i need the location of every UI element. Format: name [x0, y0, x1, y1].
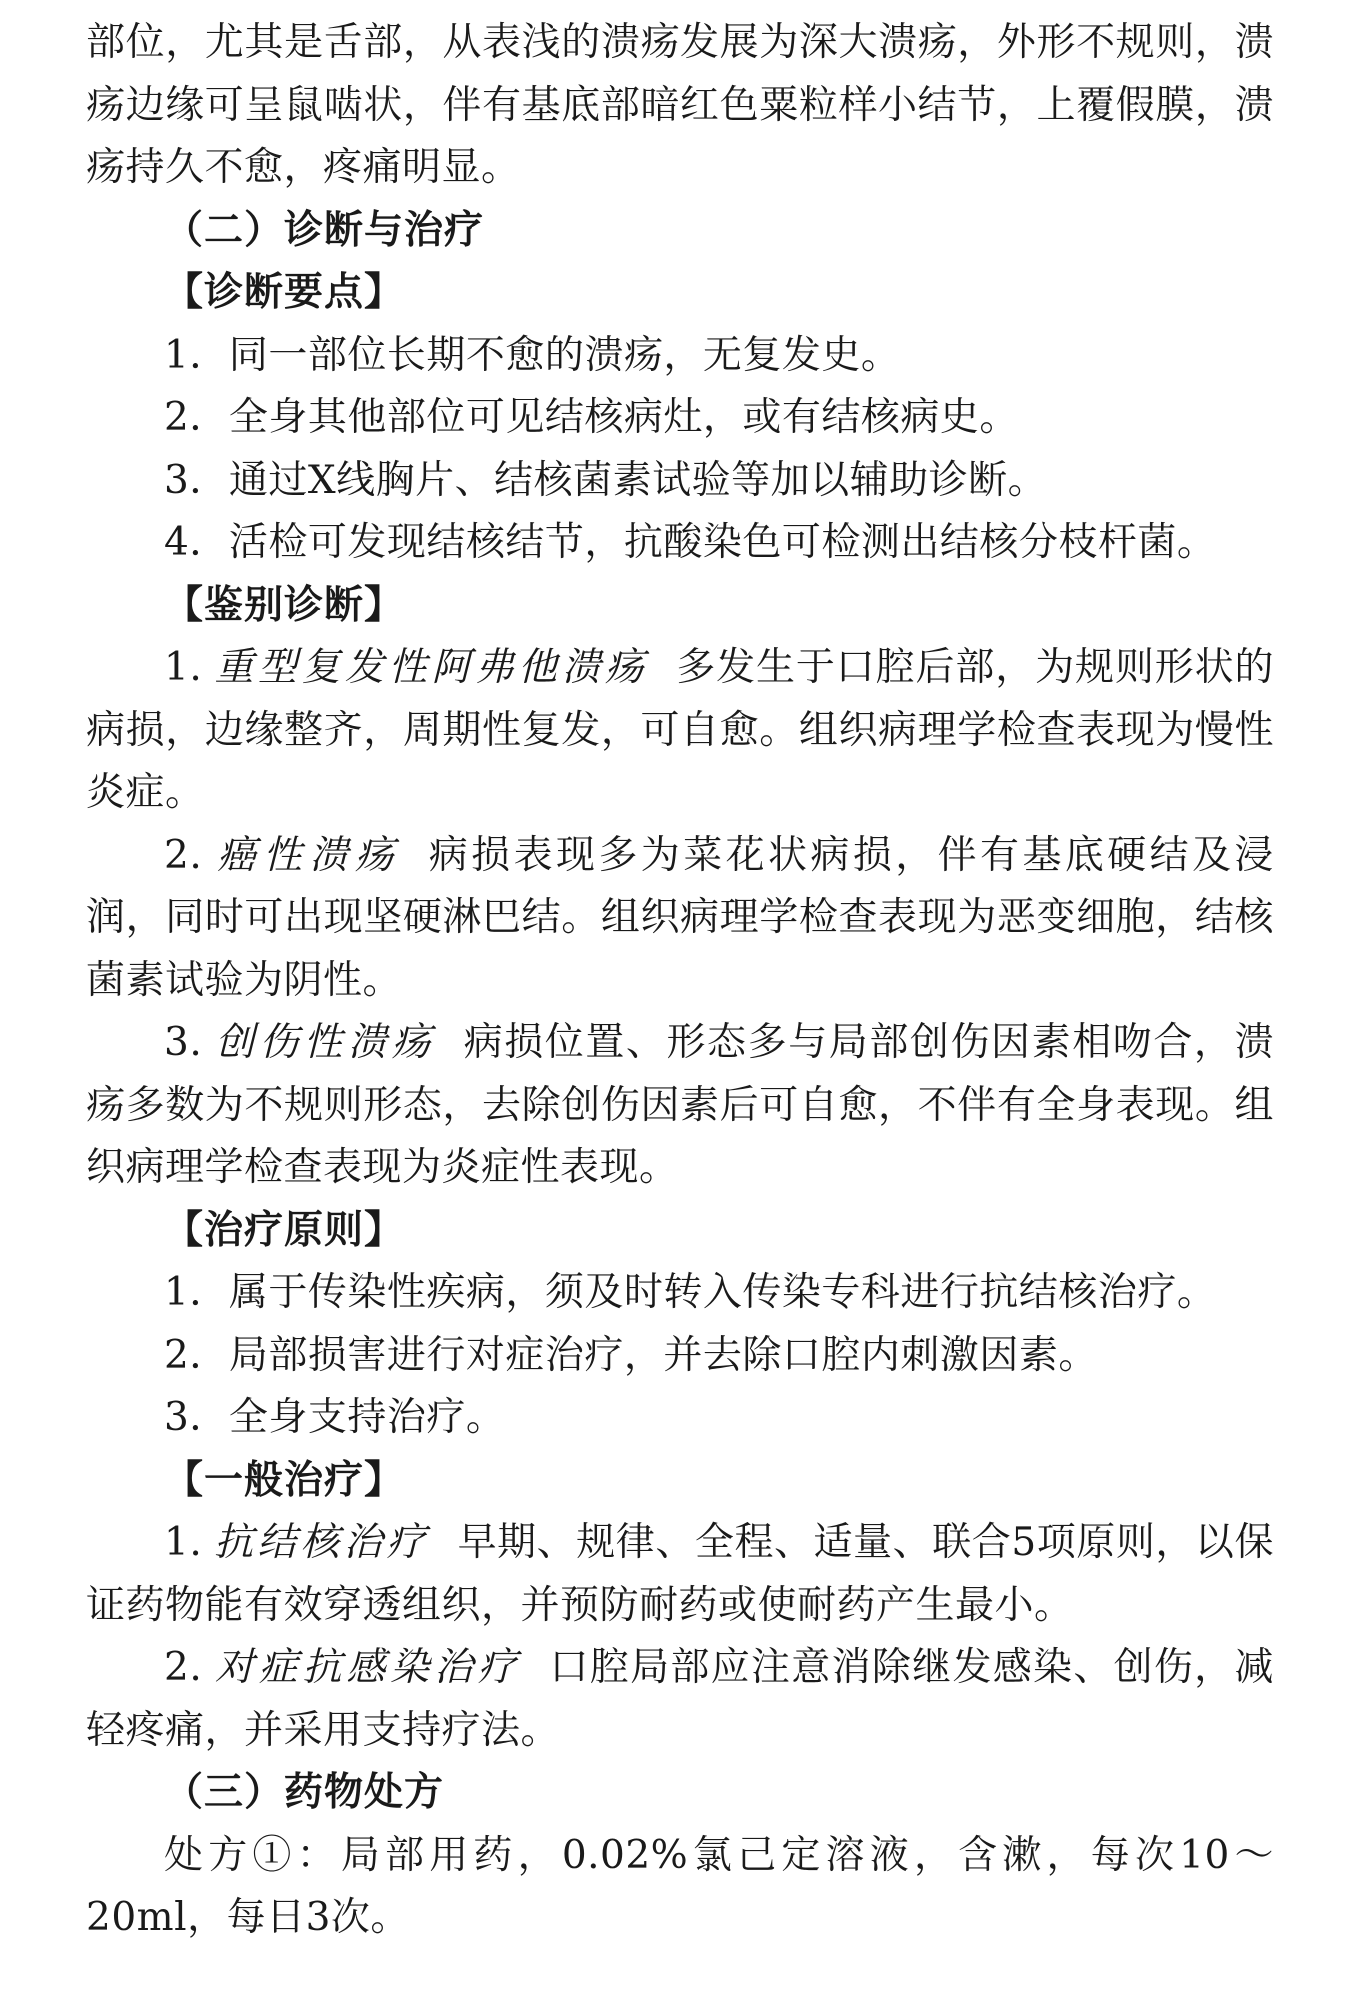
principle-item-3: 3．全身支持治疗。: [164, 1395, 506, 1440]
differential-item-3: [86, 1012, 1274, 1200]
item-term: 癌性溃疡: [214, 832, 401, 878]
principle-item-2: 2．局部损害进行对症治疗，并去除口腔内刺激因素。: [164, 1332, 1098, 1378]
document-page: [86, 12, 1274, 1950]
prescription-1: 处方①：局部用药，0.02%氯己定溶液，含漱，每次10～20ml，每日3次。: [86, 1832, 1274, 1940]
item-number: 2.: [164, 832, 203, 878]
principle-item-1: 1．属于传染性疾病，须及时转入传染专科进行抗结核治疗。: [164, 1270, 1217, 1315]
diagnosis-item-3: 3．通过X线胸片、结核菌素试验等加以辅助诊断。: [164, 457, 1048, 503]
section-heading-prescriptions: （三）药物处方: [164, 1770, 445, 1815]
item-text: 多发生于口腔后部，为规则形状的病损，边缘整齐，周期性复发，可自愈。组织病理学检查表现为慢性炎症。: [86, 645, 1274, 815]
item-number: 2.: [164, 1645, 203, 1690]
subheading-diagnosis-points: 【诊断要点】: [164, 270, 405, 315]
item-number: 1.: [164, 1520, 203, 1565]
item-term: 抗结核治疗: [214, 1520, 430, 1565]
diagnosis-item-1: 1．同一部位长期不愈的溃疡，无复发史。: [164, 332, 901, 378]
differential-item-1: [86, 637, 1274, 825]
item-term: 创伤性溃疡: [214, 1020, 436, 1065]
general-item-2: [86, 1637, 1274, 1762]
diagnosis-item-4: 4．活检可发现结核结节，抗酸染色可检测出结核分枝杆菌。: [164, 520, 1217, 565]
section-heading-diagnosis-treatment: （二）诊断与治疗: [164, 207, 485, 253]
item-number: 1.: [164, 645, 203, 690]
item-text: 早期、规律、全程、适量、联合5项原则，以保证药物能有效穿透组织，并预防耐药或使耐药产生最小。: [86, 1520, 1274, 1628]
item-text: 病损位置、形态多与局部创伤因素相吻合，溃疡多数为不规则形态，去除创伤因素后可自愈，不伴有全身表现。组织病理学检查表现为炎症性表现。: [86, 1020, 1274, 1190]
item-text: 口腔局部应注意消除继发感染、创伤，减轻疼痛，并采用支持疗法。: [86, 1645, 1274, 1753]
subheading-general-treatment: 【一般治疗】: [164, 1457, 405, 1503]
subheading-treatment-principles: 【治疗原则】: [164, 1207, 405, 1253]
item-text: 病损表现多为菜花状病损，伴有基底硬结及浸润，同时可出现坚硬淋巴结。组织病理学检查表现为恶变细胞，结核菌素试验为阴性。: [86, 832, 1274, 1003]
differential-item-2: [86, 825, 1274, 1013]
general-item-1: [86, 1512, 1274, 1637]
item-number: 3.: [164, 1020, 203, 1065]
subheading-differential-diagnosis: 【鉴别诊断】: [164, 582, 405, 628]
item-term: 重型复发性阿弗他溃疡: [214, 645, 649, 690]
diagnosis-item-2: 2．全身其他部位可见结核病灶，或有结核病史。: [164, 395, 1019, 440]
item-term: 对症抗感染治疗: [214, 1645, 522, 1690]
intro-paragraph: 部位，尤其是舌部，从表浅的溃疡发展为深大溃疡，外形不规则，溃疡边缘可呈鼠啮状，伴有基底部暗红色粟粒样小结节，上覆假膜，溃疡持久不愈，疼痛明显。: [86, 20, 1274, 190]
